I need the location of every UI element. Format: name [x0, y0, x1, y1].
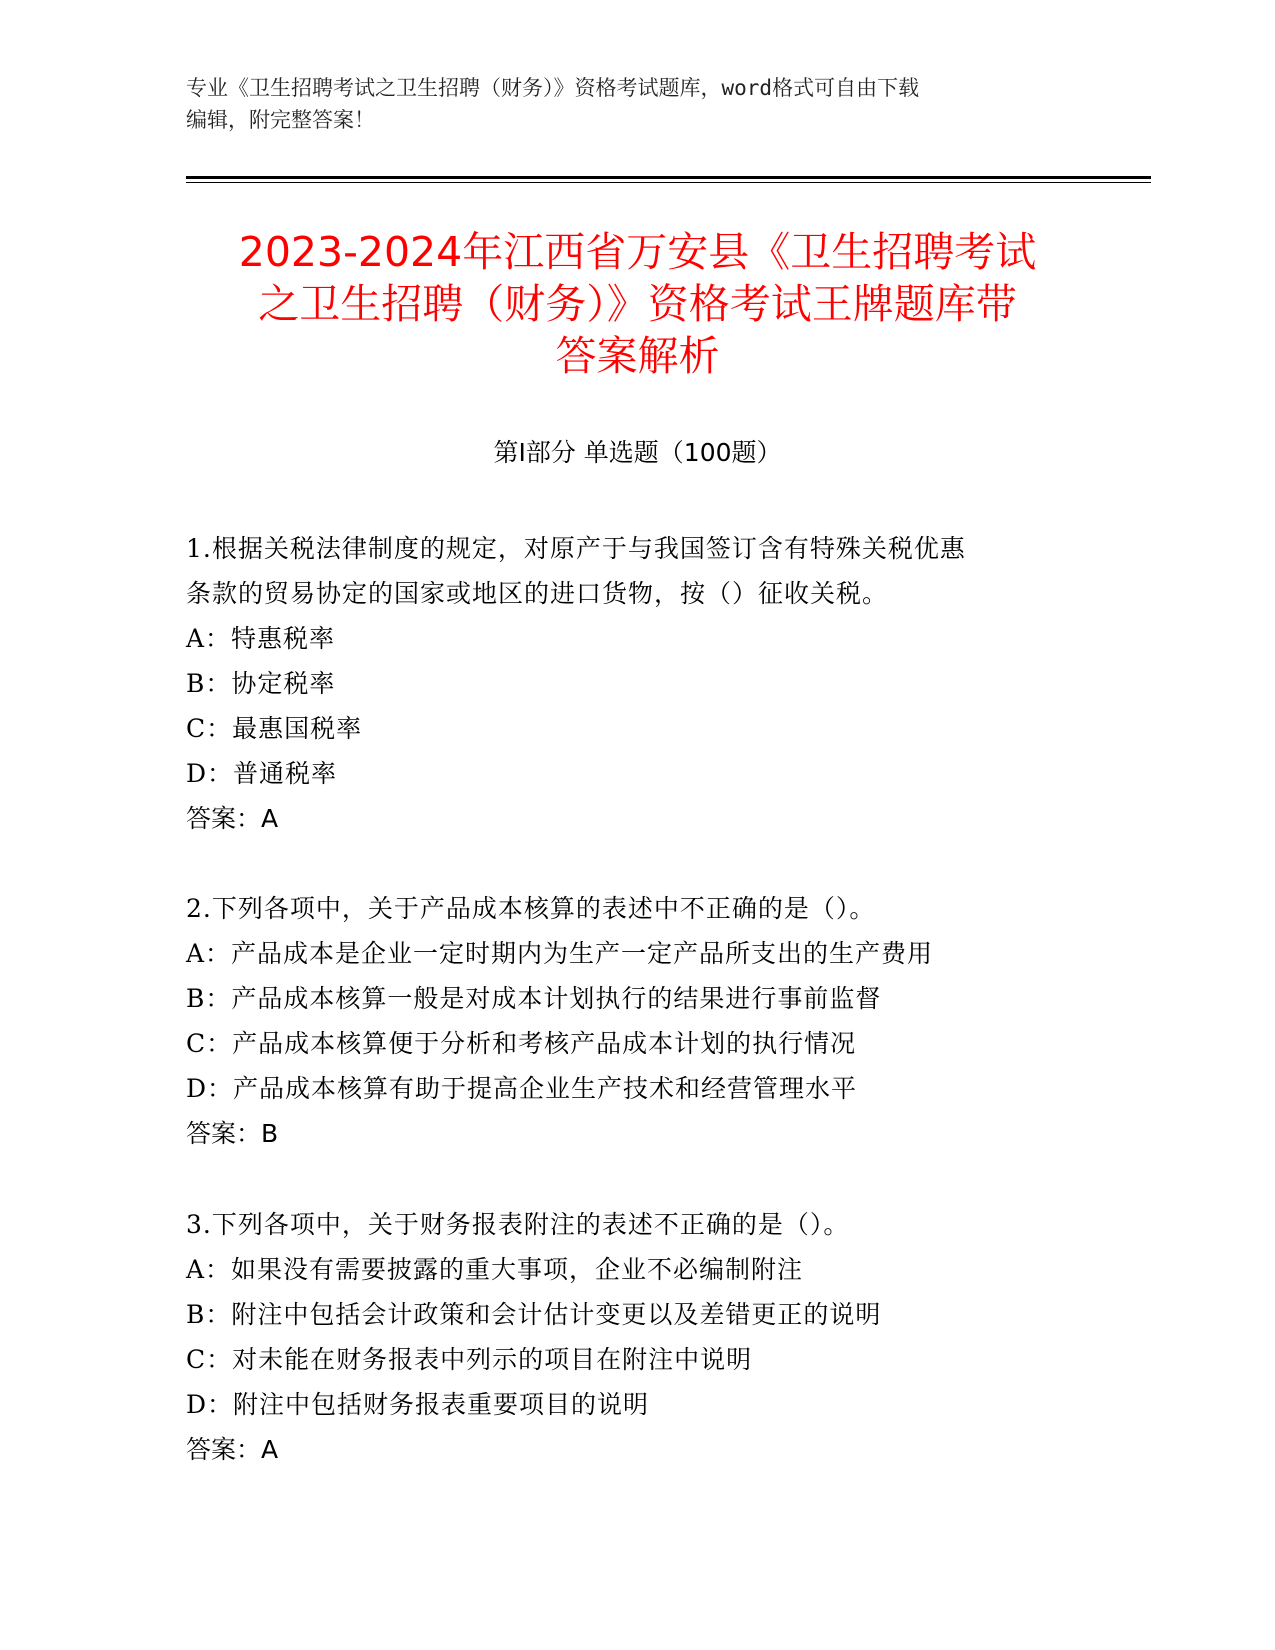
option-b: B：协定税率 — [186, 669, 336, 698]
question-stem — [186, 526, 1086, 616]
option-b: B：产品成本核算一般是对成本计划执行的结果进行事前监督 — [186, 984, 882, 1013]
header-divider-thin — [186, 182, 1151, 183]
option-d: D：附注中包括财务报表重要项目的说明 — [186, 1390, 650, 1419]
answer-key: 答案：A — [186, 1435, 279, 1464]
section-title: 第Ⅰ部分 单选题（100题） — [493, 438, 782, 467]
document-title — [150, 226, 1125, 382]
option-a: A：如果没有需要披露的重大事项，企业不必编制附注 — [186, 1255, 804, 1284]
document-title-line-2: 之卫生招聘（财务）》资格考试王牌题库带 — [258, 280, 1017, 328]
question-stem-line-2: 条款的贸易协定的国家或地区的进口货物，按（）征收关税。 — [186, 579, 889, 608]
header-note-line-1: 专业《卫生招聘考试之卫生招聘（财务）》资格考试题库，word格式可自由下载 — [186, 76, 920, 100]
option-d: D：产品成本核算有助于提高企业生产技术和经营管理水平 — [186, 1074, 858, 1103]
question-stem-line-1: 2.下列各项中，关于产品成本核算的表述中不正确的是（）。 — [186, 894, 876, 923]
question-stem — [186, 1202, 1086, 1247]
header-divider-thick — [186, 176, 1151, 179]
option-c: C：最惠国税率 — [186, 714, 363, 743]
option-c: C：对未能在财务报表中列示的项目在附注中说明 — [186, 1345, 753, 1374]
option-b: B：附注中包括会计政策和会计估计变更以及差错更正的说明 — [186, 1300, 882, 1329]
header-note — [186, 72, 1086, 136]
header-note-line-2: 编辑，附完整答案！ — [186, 108, 375, 132]
answer-key: 答案：B — [186, 1119, 279, 1148]
option-a: A：特惠税率 — [186, 624, 336, 653]
option-d: D：普通税率 — [186, 759, 338, 788]
question-stem — [186, 886, 1086, 931]
answer-key: 答案：A — [186, 804, 279, 833]
document-title-line-3: 答案解析 — [555, 332, 720, 380]
question-stem-line-1: 3.下列各项中，关于财务报表附注的表述不正确的是（）。 — [186, 1210, 850, 1239]
question-stem-line-1: 1.根据关税法律制度的规定，对原产于与我国签订含有特殊关税优惠 — [186, 534, 966, 563]
question-1 — [186, 526, 1086, 841]
option-c: C：产品成本核算便于分析和考核产品成本计划的执行情况 — [186, 1029, 857, 1058]
question-3 — [186, 1202, 1086, 1472]
document-title-line-1: 2023-2024年江西省万安县《卫生招聘考试 — [238, 228, 1037, 276]
option-a: A：产品成本是企业一定时期内为生产一定产品所支出的生产费用 — [186, 939, 934, 968]
question-2 — [186, 886, 1086, 1156]
